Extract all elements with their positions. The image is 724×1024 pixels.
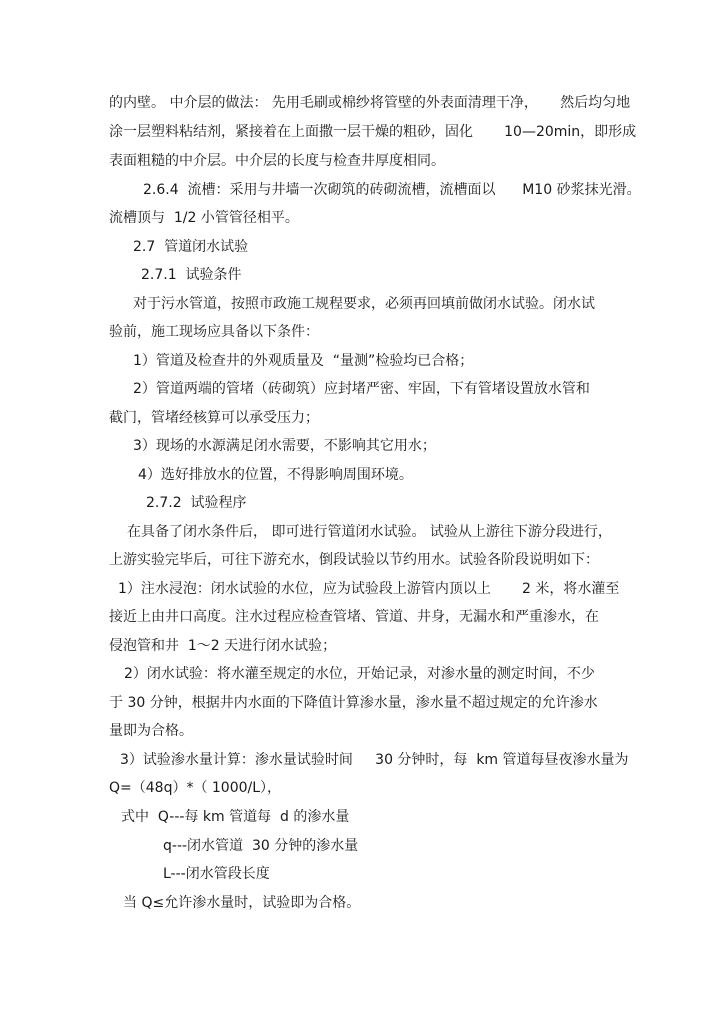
procedure-step-3: 3）试验渗水量计算：渗水量试验时间 30 分钟时，每 km 管道每昼夜渗水量为 bbox=[120, 752, 629, 768]
list-item-2-cont: 截门，管堵经核算可以承受压力； bbox=[109, 410, 319, 426]
formula: Q=（48q）*（ 1000/L）， bbox=[109, 780, 282, 796]
text-line-5: 流槽顶与 1/2 小管管径相平。 bbox=[109, 210, 299, 226]
text-line-17: 上游实验完毕后，可往下游充水，倒段试验以节约用水。试验各阶段说明如下： bbox=[109, 552, 599, 568]
text-line-2: 涂一层塑料粘结剂，紧接着在上面撒一层干燥的粗砂，固化 10—20min，即形成 bbox=[109, 124, 637, 140]
formula-where-l: L---闭水管段长度 bbox=[163, 866, 270, 882]
text-line-8: 对于污水管道，按照市政施工规程要求，必须再回填前做闭水试验。闭水试 bbox=[133, 296, 595, 312]
section-heading-2-7: 2.7 管道闭水试验 bbox=[133, 239, 249, 255]
list-item-3: 3）现场的水源满足闭水需要，不影响其它用水； bbox=[133, 438, 436, 454]
text-line-1: 的内壁。 中介层的做法： 先用毛刷或棉纱将管壁的外表面清理干净， 然后均匀地 bbox=[109, 95, 631, 111]
text-line-16: 在具备了闭水条件后， 即可进行管道闭水试验。 试验从上游往下游分段进行， bbox=[127, 524, 612, 540]
subsection-heading-2-7-1: 2.7.1 试验条件 bbox=[141, 267, 242, 283]
conclusion-line: 当 Q≤允许渗水量时，试验即为合格。 bbox=[123, 895, 361, 911]
list-item-1: 1）管道及检查井的外观质量及 “量测”检验均已合格； bbox=[133, 353, 474, 369]
formula-where-small-q: q---闭水管道 30 分钟的渗水量 bbox=[163, 838, 359, 854]
subsection-heading-2-7-2: 2.7.2 试验程序 bbox=[146, 495, 247, 511]
procedure-step-1-cont-2: 侵泡管和井 1～2 天进行闭水试验； bbox=[109, 638, 337, 654]
list-item-2: 2）管道两端的管堵（砖砌筑）应封堵严密、牢固，下有管堵设置放水管和 bbox=[133, 381, 590, 397]
text-line-9: 验前，施工现场应具备以下条件： bbox=[109, 324, 319, 340]
procedure-step-2-cont-2: 量即为合格。 bbox=[109, 723, 193, 739]
procedure-step-2-cont: 于 30 分钟，根据井内水面的下降值计算渗水量，渗水量不超过规定的允许渗水 bbox=[109, 695, 598, 711]
list-item-4: 4）选好排放水的位置，不得影响周围环境。 bbox=[138, 467, 413, 483]
procedure-step-2: 2）闭水试验：将水灌至规定的水位，开始记录，对渗水量的测定时间，不少 bbox=[124, 666, 595, 682]
procedure-step-1-cont: 接近上由井口高度。注水过程应检查管堵、管道、井身，无漏水和严重渗水，在 bbox=[109, 609, 599, 625]
formula-where-q: 式中 Q---每 km 管道每 d 的渗水量 bbox=[121, 809, 350, 825]
text-line-4: 2.6.4 流槽：采用与井墙一次砌筑的砖砌流槽，流槽面以 M10 砂浆抹光滑。 bbox=[143, 182, 641, 198]
procedure-step-1: 1）注水浸泡：闭水试验的水位，应为试验段上游管内顶以上 2 米，将水灌至 bbox=[118, 581, 620, 597]
text-line-3: 表面粗糙的中介层。中介层的长度与检查井厚度相同。 bbox=[109, 153, 445, 169]
